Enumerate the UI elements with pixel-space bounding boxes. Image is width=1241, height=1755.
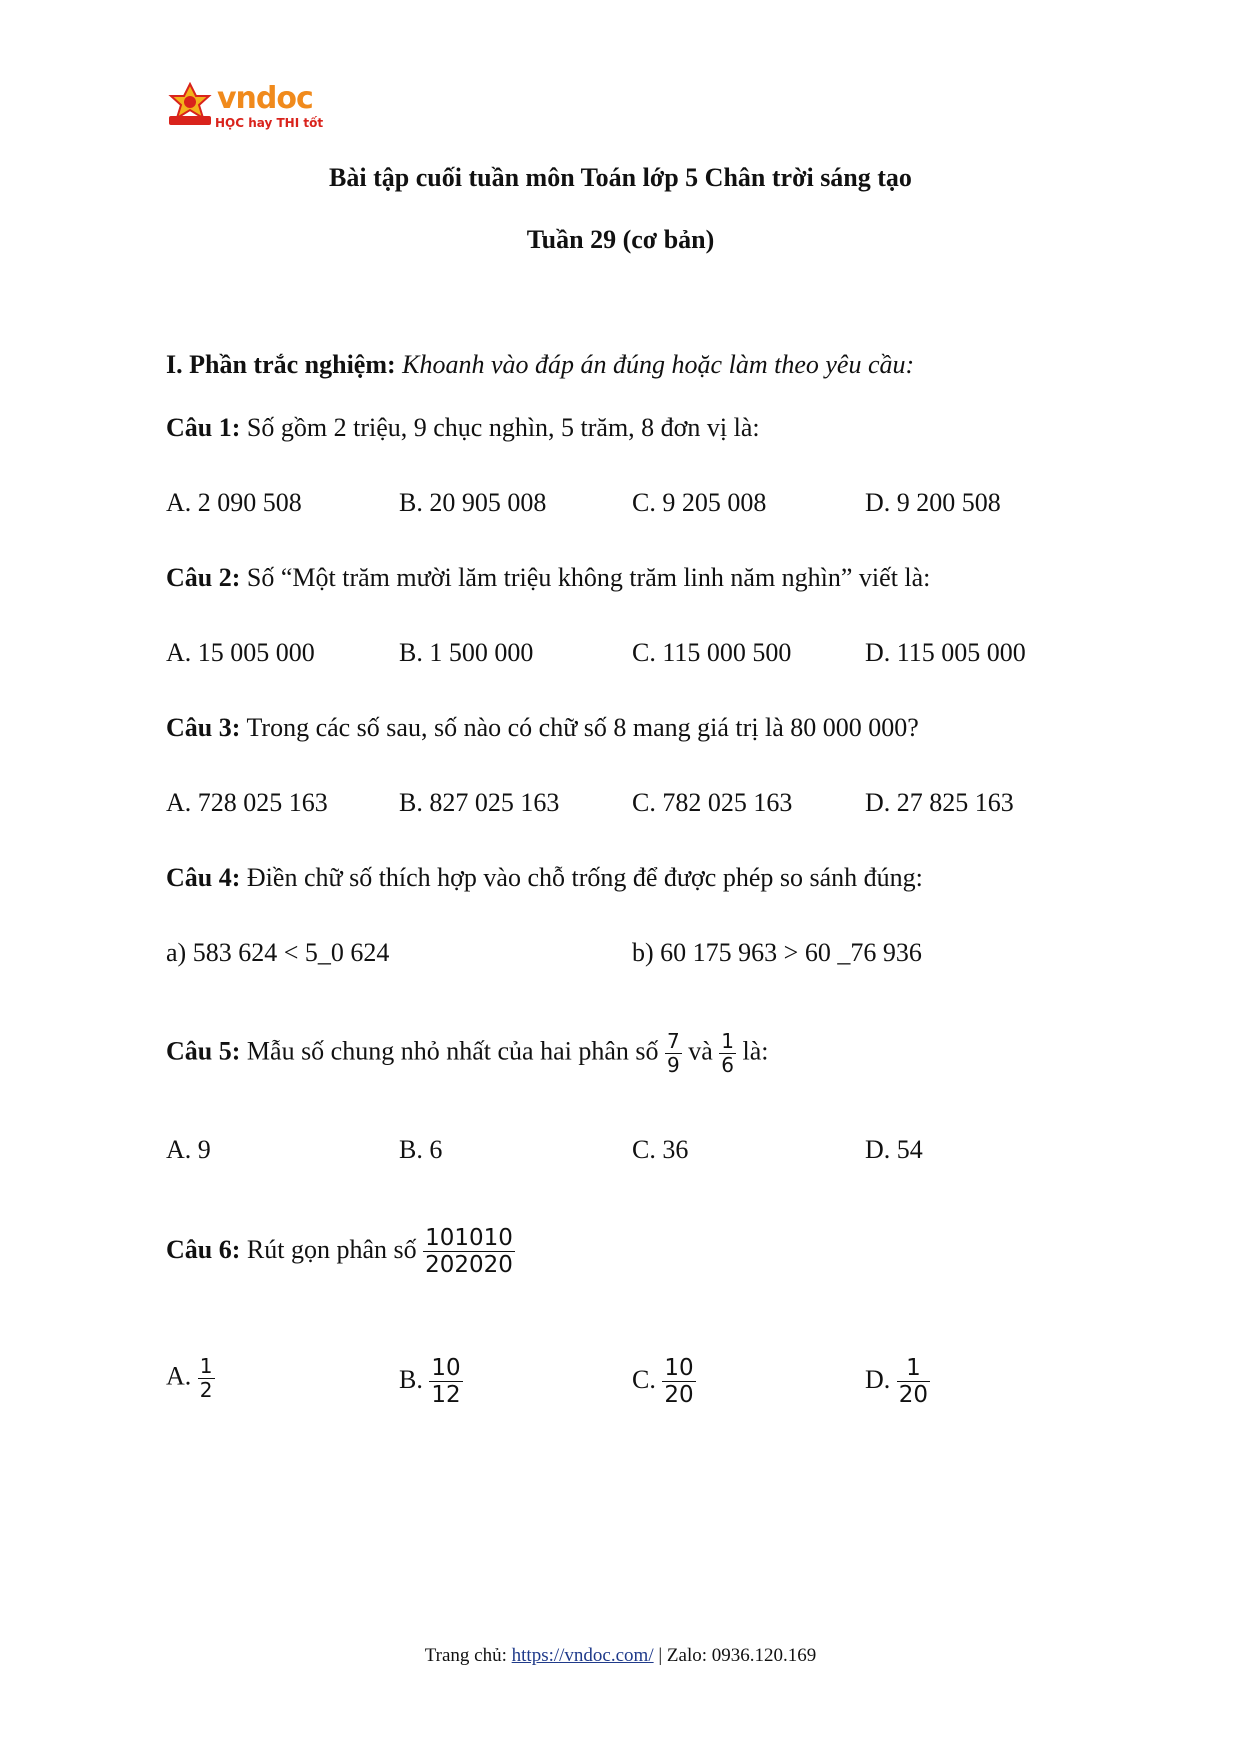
fraction-denominator: 9	[667, 1053, 680, 1077]
question-text: Rút gọn phân số	[246, 1234, 417, 1264]
fraction-1-6	[719, 1030, 736, 1077]
q4-part-a[interactable]: a) 583 624 < 5_0 624	[166, 938, 390, 967]
fraction-denominator: 12	[431, 1382, 461, 1409]
q4-part-b[interactable]: b) 60 175 963 > 60 _76 936	[632, 938, 922, 967]
page-footer	[0, 1645, 1241, 1667]
fraction-denominator: 202020	[425, 1252, 513, 1279]
page-subtitle: Tuần 29 (cơ bản)	[526, 225, 715, 254]
question-3	[166, 713, 919, 743]
section-heading	[166, 350, 914, 380]
section-instruction: Khoanh vào đáp án đúng hoặc làm theo yêu cầu:	[402, 350, 915, 379]
question-label: Câu 4:	[166, 863, 241, 892]
q6-option-d[interactable]	[865, 1355, 930, 1409]
question-label: Câu 3:	[166, 713, 241, 742]
q2-option-b[interactable]: B. 1 500 000	[399, 638, 534, 667]
vndoc-logo[interactable]	[165, 82, 325, 134]
question-2	[166, 563, 930, 593]
q1-option-a[interactable]: A. 2 090 508	[166, 488, 302, 517]
option-fraction	[662, 1355, 695, 1409]
question-text: Điền chữ số thích hợp vào chỗ trống để được phép so sánh đúng:	[246, 863, 923, 892]
fraction-numerator: 1	[721, 1029, 735, 1053]
q1-option-c[interactable]: C. 9 205 008	[632, 488, 767, 517]
fraction-denominator: 6	[721, 1053, 735, 1077]
q3-option-b[interactable]: B. 827 025 163	[399, 788, 560, 817]
q3-option-d[interactable]: D. 27 825 163	[865, 788, 1014, 817]
option-letter: D.	[865, 1364, 891, 1394]
fraction-numerator: 101010	[425, 1225, 513, 1251]
q3-option-a[interactable]: A. 728 025 163	[166, 788, 328, 817]
q1-option-d[interactable]: D. 9 200 508	[865, 488, 1001, 517]
connector-text: và	[688, 1036, 713, 1066]
footer-homepage-link[interactable]: https://vndoc.com/	[511, 1645, 654, 1666]
q5-option-d[interactable]: D. 54	[865, 1135, 923, 1164]
vndoc-emblem-icon	[165, 82, 215, 128]
footer-prefix: Trang chủ:	[424, 1645, 507, 1666]
question-1	[166, 413, 760, 443]
q5-option-c[interactable]: C. 36	[632, 1135, 689, 1164]
question-text: Mẫu số chung nhỏ nhất của hai phân số	[246, 1036, 659, 1066]
q2-option-c[interactable]: C. 115 000 500	[632, 638, 792, 667]
q3-option-c[interactable]: C. 782 025 163	[632, 788, 793, 817]
question-label: Câu 1:	[166, 413, 241, 442]
question-label: Câu 5:	[166, 1036, 241, 1066]
question-text: Trong các số sau, số nào có chữ số 8 mang giá trị là 80 000 000?	[246, 713, 919, 742]
q6-option-c[interactable]	[632, 1355, 696, 1409]
option-letter: A.	[166, 1361, 192, 1391]
question-text: Số gồm 2 triệu, 9 chục nghìn, 5 trăm, 8 đơn vị là:	[246, 413, 760, 442]
fraction-numerator: 1	[906, 1355, 921, 1381]
option-fraction	[897, 1355, 930, 1409]
question-text-end: là:	[742, 1036, 769, 1066]
q2-option-a[interactable]: A. 15 005 000	[166, 638, 315, 667]
option-fraction	[198, 1355, 215, 1402]
footer-zalo: | Zalo: 0936.120.169	[658, 1645, 817, 1666]
fraction-denominator: 20	[898, 1382, 929, 1409]
fraction-denominator: 20	[664, 1382, 694, 1409]
q6-option-b[interactable]	[399, 1355, 463, 1409]
fraction-numerator: 10	[664, 1355, 694, 1381]
question-6	[166, 1225, 515, 1279]
question-label: Câu 2:	[166, 563, 241, 592]
logo-brand-text: vndoc	[217, 81, 313, 116]
fraction-numerator: 1	[199, 1354, 213, 1378]
question-4	[166, 863, 923, 893]
logo-tagline: HỌC hay THI tốt	[215, 116, 324, 130]
question-label: Câu 6:	[166, 1234, 241, 1264]
fraction-numerator: 7	[667, 1029, 680, 1053]
option-letter: C.	[632, 1364, 656, 1394]
question-text: Số “Một trăm mười lăm triệu không trăm linh năm nghìn” viết là:	[246, 563, 931, 592]
q1-option-b[interactable]: B. 20 905 008	[399, 488, 547, 517]
q6-option-a[interactable]	[166, 1355, 215, 1402]
fraction-7-9	[665, 1030, 682, 1077]
option-letter: B.	[399, 1364, 423, 1394]
page-title: Bài tập cuối tuần môn Toán lớp 5 Chân trời sáng tạo	[329, 163, 912, 192]
option-fraction	[429, 1355, 462, 1409]
fraction-101010-202020	[423, 1225, 515, 1279]
section-label: I. Phần trắc nghiệm:	[166, 350, 396, 379]
question-5	[166, 1030, 769, 1077]
q5-option-b[interactable]: B. 6	[399, 1135, 443, 1164]
q2-option-d[interactable]: D. 115 005 000	[865, 638, 1026, 667]
q5-option-a[interactable]: A. 9	[166, 1135, 211, 1164]
fraction-denominator: 2	[199, 1378, 213, 1402]
fraction-numerator: 10	[431, 1355, 461, 1381]
